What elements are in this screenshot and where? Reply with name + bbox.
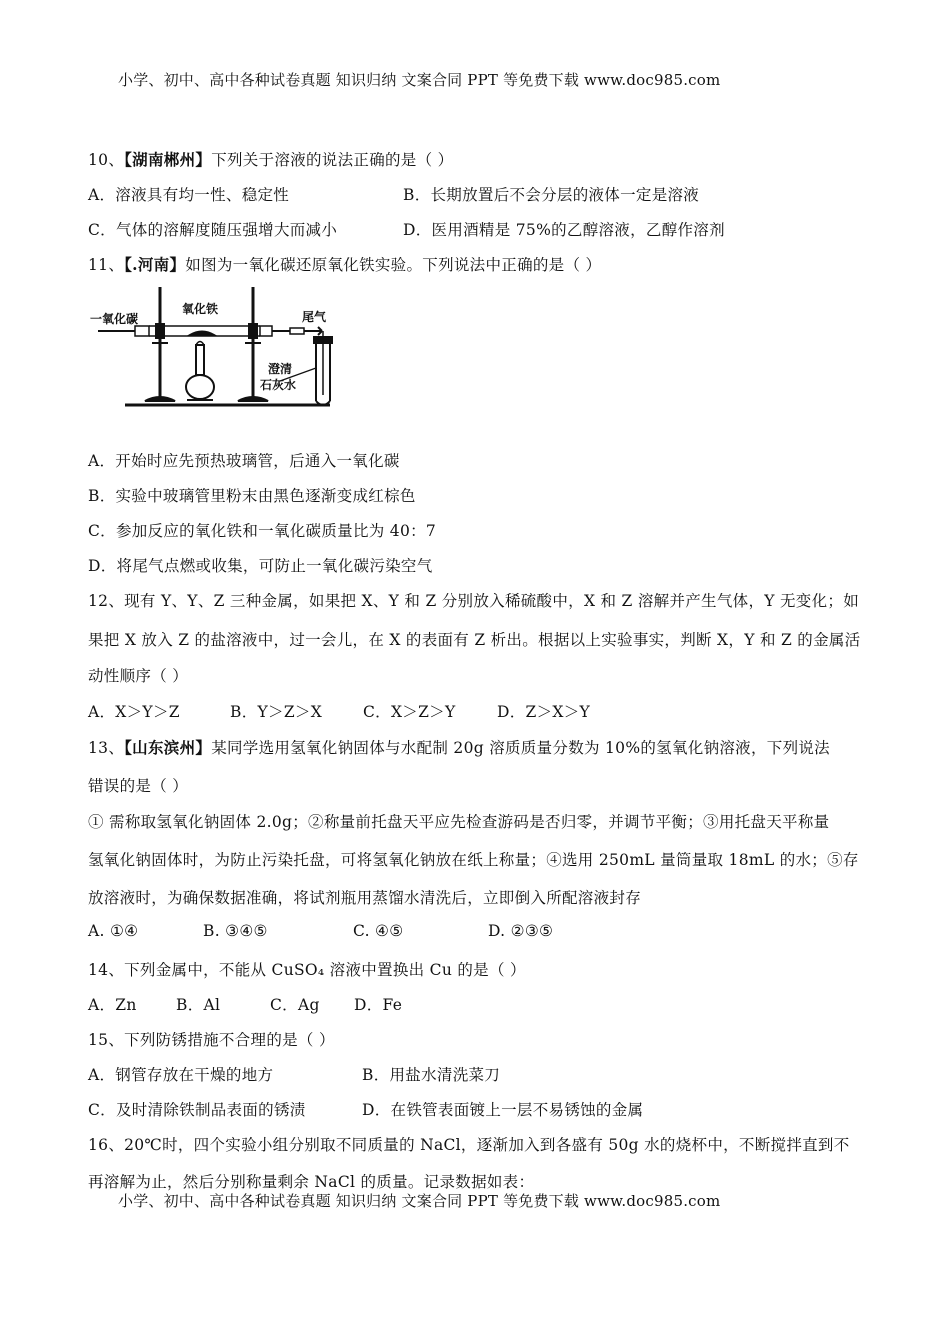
q12-option-b: B．Y＞Z＞X [230, 703, 323, 721]
co-label: 一氧化碳 [90, 312, 139, 326]
q14-option-a: A．Zn [88, 996, 137, 1014]
q15-option-a: A．钢管存放在干燥的地方 [88, 1066, 274, 1084]
q15-stem: 15、下列防锈措施不合理的是（ ） [88, 1031, 335, 1049]
co-reduction-apparatus-figure [90, 283, 340, 413]
q12-line-3: 动性顺序（ ） [88, 667, 189, 685]
question-text: 如图为一氧化碳还原氧化铁实验。下列说法中正确的是（ ） [185, 256, 602, 274]
q12-option-d: D．Z＞X＞Y [497, 703, 591, 721]
q15-option-b: B．用盐水清洗菜刀 [362, 1066, 501, 1084]
q13-line-5: 放溶液时，为确保数据准确，将试剂瓶用蒸馏水清洗后，立即倒入所配溶液封存 [88, 889, 642, 907]
q14-option-d: D．Fe [354, 996, 403, 1014]
q12-line-2: 果把 X 放入 Z 的盐溶液中，过一会儿，在 X 的表面有 Z 析出。根据以上实验事实，判断 X，Y 和 Z 的金属活 [88, 631, 861, 649]
question-number: 11、 [88, 256, 125, 274]
q11-option-d: D．将尾气点燃或收集，可防止一氧化碳污染空气 [88, 557, 433, 575]
q15-option-c: C．及时清除铁制品表面的锈渍 [88, 1101, 306, 1119]
q12-option-a: A．X＞Y＞Z [88, 703, 180, 721]
question-text: 下列关于溶液的说法正确的是（ ） [211, 151, 454, 169]
q13-option-b: B. ③④⑤ [203, 922, 268, 940]
q13-line-4: 氢氧化钠固体时，为防止污染托盘，可将氢氧化钠放在纸上称量；④选用 250mL 量筒量取 18mL 的水；⑤存 [88, 851, 859, 869]
tail-gas-label: 尾气 [302, 310, 327, 324]
question-number: 10、 [88, 151, 125, 169]
page-header: 小学、初中、高中各种试卷真题 知识归纳 文案合同 PPT 等免费下载 www.doc985.com [118, 71, 721, 89]
question-source: 【湖南郴州】 [124, 150, 212, 169]
question-11-stem [88, 253, 601, 275]
q15-option-d: D．在铁管表面镀上一层不易锈蚀的金属 [362, 1101, 644, 1119]
q13-line-2: 错误的是（ ） [88, 777, 189, 795]
limewater-label-2: 石灰水 [260, 378, 297, 392]
fe2o3-label: 氧化铁 [182, 302, 219, 316]
q10-option-b: B．长期放置后不会分层的液体一定是溶液 [403, 186, 700, 204]
q12-line-1: 12、现有 Y、Y、Z 三种金属，如果把 X、Y 和 Z 分别放入稀硫酸中，X 和 Z 溶解并产生气体，Y 无变化；如 [88, 592, 860, 610]
question-source: 【.河南】 [124, 255, 186, 274]
page-footer: 小学、初中、高中各种试卷真题 知识归纳 文案合同 PPT 等免费下载 www.doc985.com [118, 1192, 721, 1210]
question-10-stem [88, 148, 453, 170]
q10-option-a: A．溶液具有均一性、稳定性 [88, 186, 290, 204]
q13-option-d: D. ②③⑤ [488, 922, 554, 940]
q14-option-b: B．Al [176, 996, 221, 1014]
q11-option-c: C．参加反应的氧化铁和一氧化碳质量比为 40：7 [88, 522, 437, 540]
question-number: 13、 [88, 739, 125, 757]
question-source: 【山东滨州】 [124, 738, 212, 757]
q13-option-a: A. ①④ [88, 922, 139, 940]
q10-option-d: D．医用酒精是 75%的乙醇溶液，乙醇作溶剂 [403, 221, 725, 239]
limewater-label-1: 澄清 [268, 362, 293, 376]
q12-option-c: C．X＞Z＞Y [363, 703, 456, 721]
q13-line-3: ① 需称取氢氧化钠固体 2.0g；②称量前托盘天平应先检查游码是否归零，并调节平衡；③用托盘天平称量 [88, 813, 830, 831]
q10-option-c: C．气体的溶解度随压强增大而减小 [88, 221, 338, 239]
question-text: 某同学选用氢氧化钠固体与水配制 20g 溶质质量分数为 10%的氢氧化钠溶液，下列说法 [211, 739, 830, 757]
q13-option-c: C. ④⑤ [353, 922, 404, 940]
question-13-line-1 [88, 736, 830, 758]
q14-option-c: C．Ag [270, 996, 320, 1014]
q11-option-b: B．实验中玻璃管里粉末由黑色逐渐变成红棕色 [88, 487, 416, 505]
q14-stem: 14、下列金属中，不能从 CuSO₄ 溶液中置换出 Cu 的是（ ） [88, 961, 526, 979]
q11-option-a: A．开始时应先预热玻璃管，后通入一氧化碳 [88, 452, 400, 470]
q16-line-1: 16、20℃时，四个实验小组分别取不同质量的 NaCl，逐渐加入到各盛有 50g 水的烧杯中，不断搅拌直到不 [88, 1136, 850, 1154]
q16-line-2: 再溶解为止，然后分别称量剩余 NaCl 的质量。记录数据如表： [88, 1173, 535, 1191]
